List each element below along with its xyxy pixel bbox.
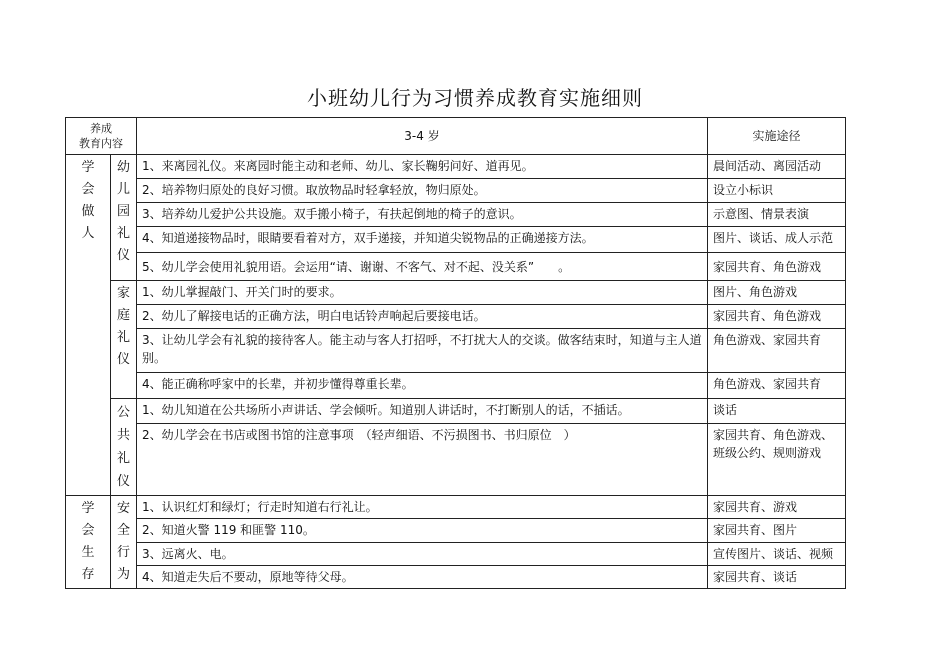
content-cell: 2、培养物归原处的良好习惯。取放物品时轻拿轻放，物归原处。 bbox=[137, 179, 708, 203]
content-cell: 2、幼儿了解接电话的正确方法，明白电话铃声响起后要接电话。 bbox=[137, 305, 708, 329]
table-row bbox=[66, 496, 846, 519]
table-row bbox=[66, 281, 846, 305]
table-row bbox=[66, 253, 846, 281]
group-cell bbox=[111, 399, 137, 496]
table-row bbox=[66, 424, 846, 496]
method-cell: 家园共育、角色游戏 bbox=[708, 305, 846, 329]
table-row bbox=[66, 179, 846, 203]
rules-table bbox=[65, 117, 846, 589]
content-cell: 4、知道走失后不要动，原地等待父母。 bbox=[137, 565, 708, 588]
category-label: 学会生存 bbox=[81, 501, 95, 582]
header-content-type-line1: 养成 bbox=[90, 122, 112, 135]
table-row bbox=[66, 155, 846, 179]
method-cell: 家园共育、角色游戏、班级公约、规则游戏 bbox=[708, 424, 846, 496]
group-label: 家庭礼仪 bbox=[117, 286, 131, 367]
table-row bbox=[66, 519, 846, 542]
table-row bbox=[66, 565, 846, 588]
header-age: 3-4 岁 bbox=[137, 118, 708, 155]
content-cell: 1、来离园礼仪。来离园时能主动和老师、幼儿、家长鞠躬问好、道再见。 bbox=[137, 155, 708, 179]
table-row bbox=[66, 227, 846, 253]
method-cell: 角色游戏、家园共育 bbox=[708, 373, 846, 399]
method-cell: 图片、谈话、成人示范 bbox=[708, 227, 846, 253]
method-cell: 晨间活动、离园活动 bbox=[708, 155, 846, 179]
table-row bbox=[66, 399, 846, 424]
content-cell: 1、幼儿知道在公共场所小声讲话、学会倾听。知道别人讲话时，不打断别人的话，不插话。 bbox=[137, 399, 708, 424]
method-cell: 角色游戏、家园共育 bbox=[708, 329, 846, 373]
group-cell bbox=[111, 281, 137, 399]
group-label: 幼儿园礼仪 bbox=[117, 160, 131, 263]
table-row bbox=[66, 305, 846, 329]
content-cell: 4、能正确称呼家中的长辈，并初步懂得尊重长辈。 bbox=[137, 373, 708, 399]
group-cell bbox=[111, 155, 137, 281]
content-cell: 5、幼儿学会使用礼貌用语。会运用“请、谢谢、不客气、对不起、没关系” 。 bbox=[137, 253, 708, 281]
content-cell: 3、培养幼儿爱护公共设施。双手搬小椅子，有扶起倒地的椅子的意识。 bbox=[137, 203, 708, 227]
header-content-type bbox=[66, 118, 137, 155]
content-cell: 4、知道递接物品时，眼睛要看着对方，双手递接，并知道尖锐物品的正确递接方法。 bbox=[137, 227, 708, 253]
header-method: 实施途径 bbox=[708, 118, 846, 155]
category-cell bbox=[66, 155, 111, 496]
method-cell: 设立小标识 bbox=[708, 179, 846, 203]
method-cell: 宣传图片、谈话、视频 bbox=[708, 542, 846, 565]
content-cell: 3、远离火、电。 bbox=[137, 542, 708, 565]
header-content-type-line2: 教育内容 bbox=[79, 137, 123, 150]
group-cell bbox=[111, 496, 137, 589]
content-cell: 2、幼儿学会在书店或图书馆的注意事项 （轻声细语、不污损图书、书归原位 ） bbox=[137, 424, 708, 496]
method-cell: 示意图、情景表演 bbox=[708, 203, 846, 227]
method-cell: 家园共育、图片 bbox=[708, 519, 846, 542]
content-cell: 2、知道火警 119 和匪警 110。 bbox=[137, 519, 708, 542]
content-cell: 1、认识红灯和绿灯；行走时知道右行礼让。 bbox=[137, 496, 708, 519]
group-label: 安全行为 bbox=[117, 501, 131, 582]
table-header-row bbox=[66, 118, 846, 155]
method-cell: 家园共育、谈话 bbox=[708, 565, 846, 588]
table-row bbox=[66, 203, 846, 227]
table-row bbox=[66, 542, 846, 565]
method-cell: 家园共育、角色游戏 bbox=[708, 253, 846, 281]
category-cell bbox=[66, 496, 111, 589]
page-title: 小班幼儿行为习惯养成教育实施细则 bbox=[307, 86, 643, 110]
table-row bbox=[66, 329, 846, 373]
content-cell: 3、让幼儿学会有礼貌的接待客人。能主动与客人打招呼，不打扰大人的交谈。做客结束时，知道与主人道别。 bbox=[137, 329, 708, 373]
content-cell: 1、幼儿掌握敲门、开关门时的要求。 bbox=[137, 281, 708, 305]
category-label: 学会做人 bbox=[81, 160, 95, 241]
method-cell: 谈话 bbox=[708, 399, 846, 424]
table-row bbox=[66, 373, 846, 399]
method-cell: 家园共育、游戏 bbox=[708, 496, 846, 519]
method-cell: 图片、角色游戏 bbox=[708, 281, 846, 305]
group-label: 公共礼仪 bbox=[117, 405, 131, 489]
